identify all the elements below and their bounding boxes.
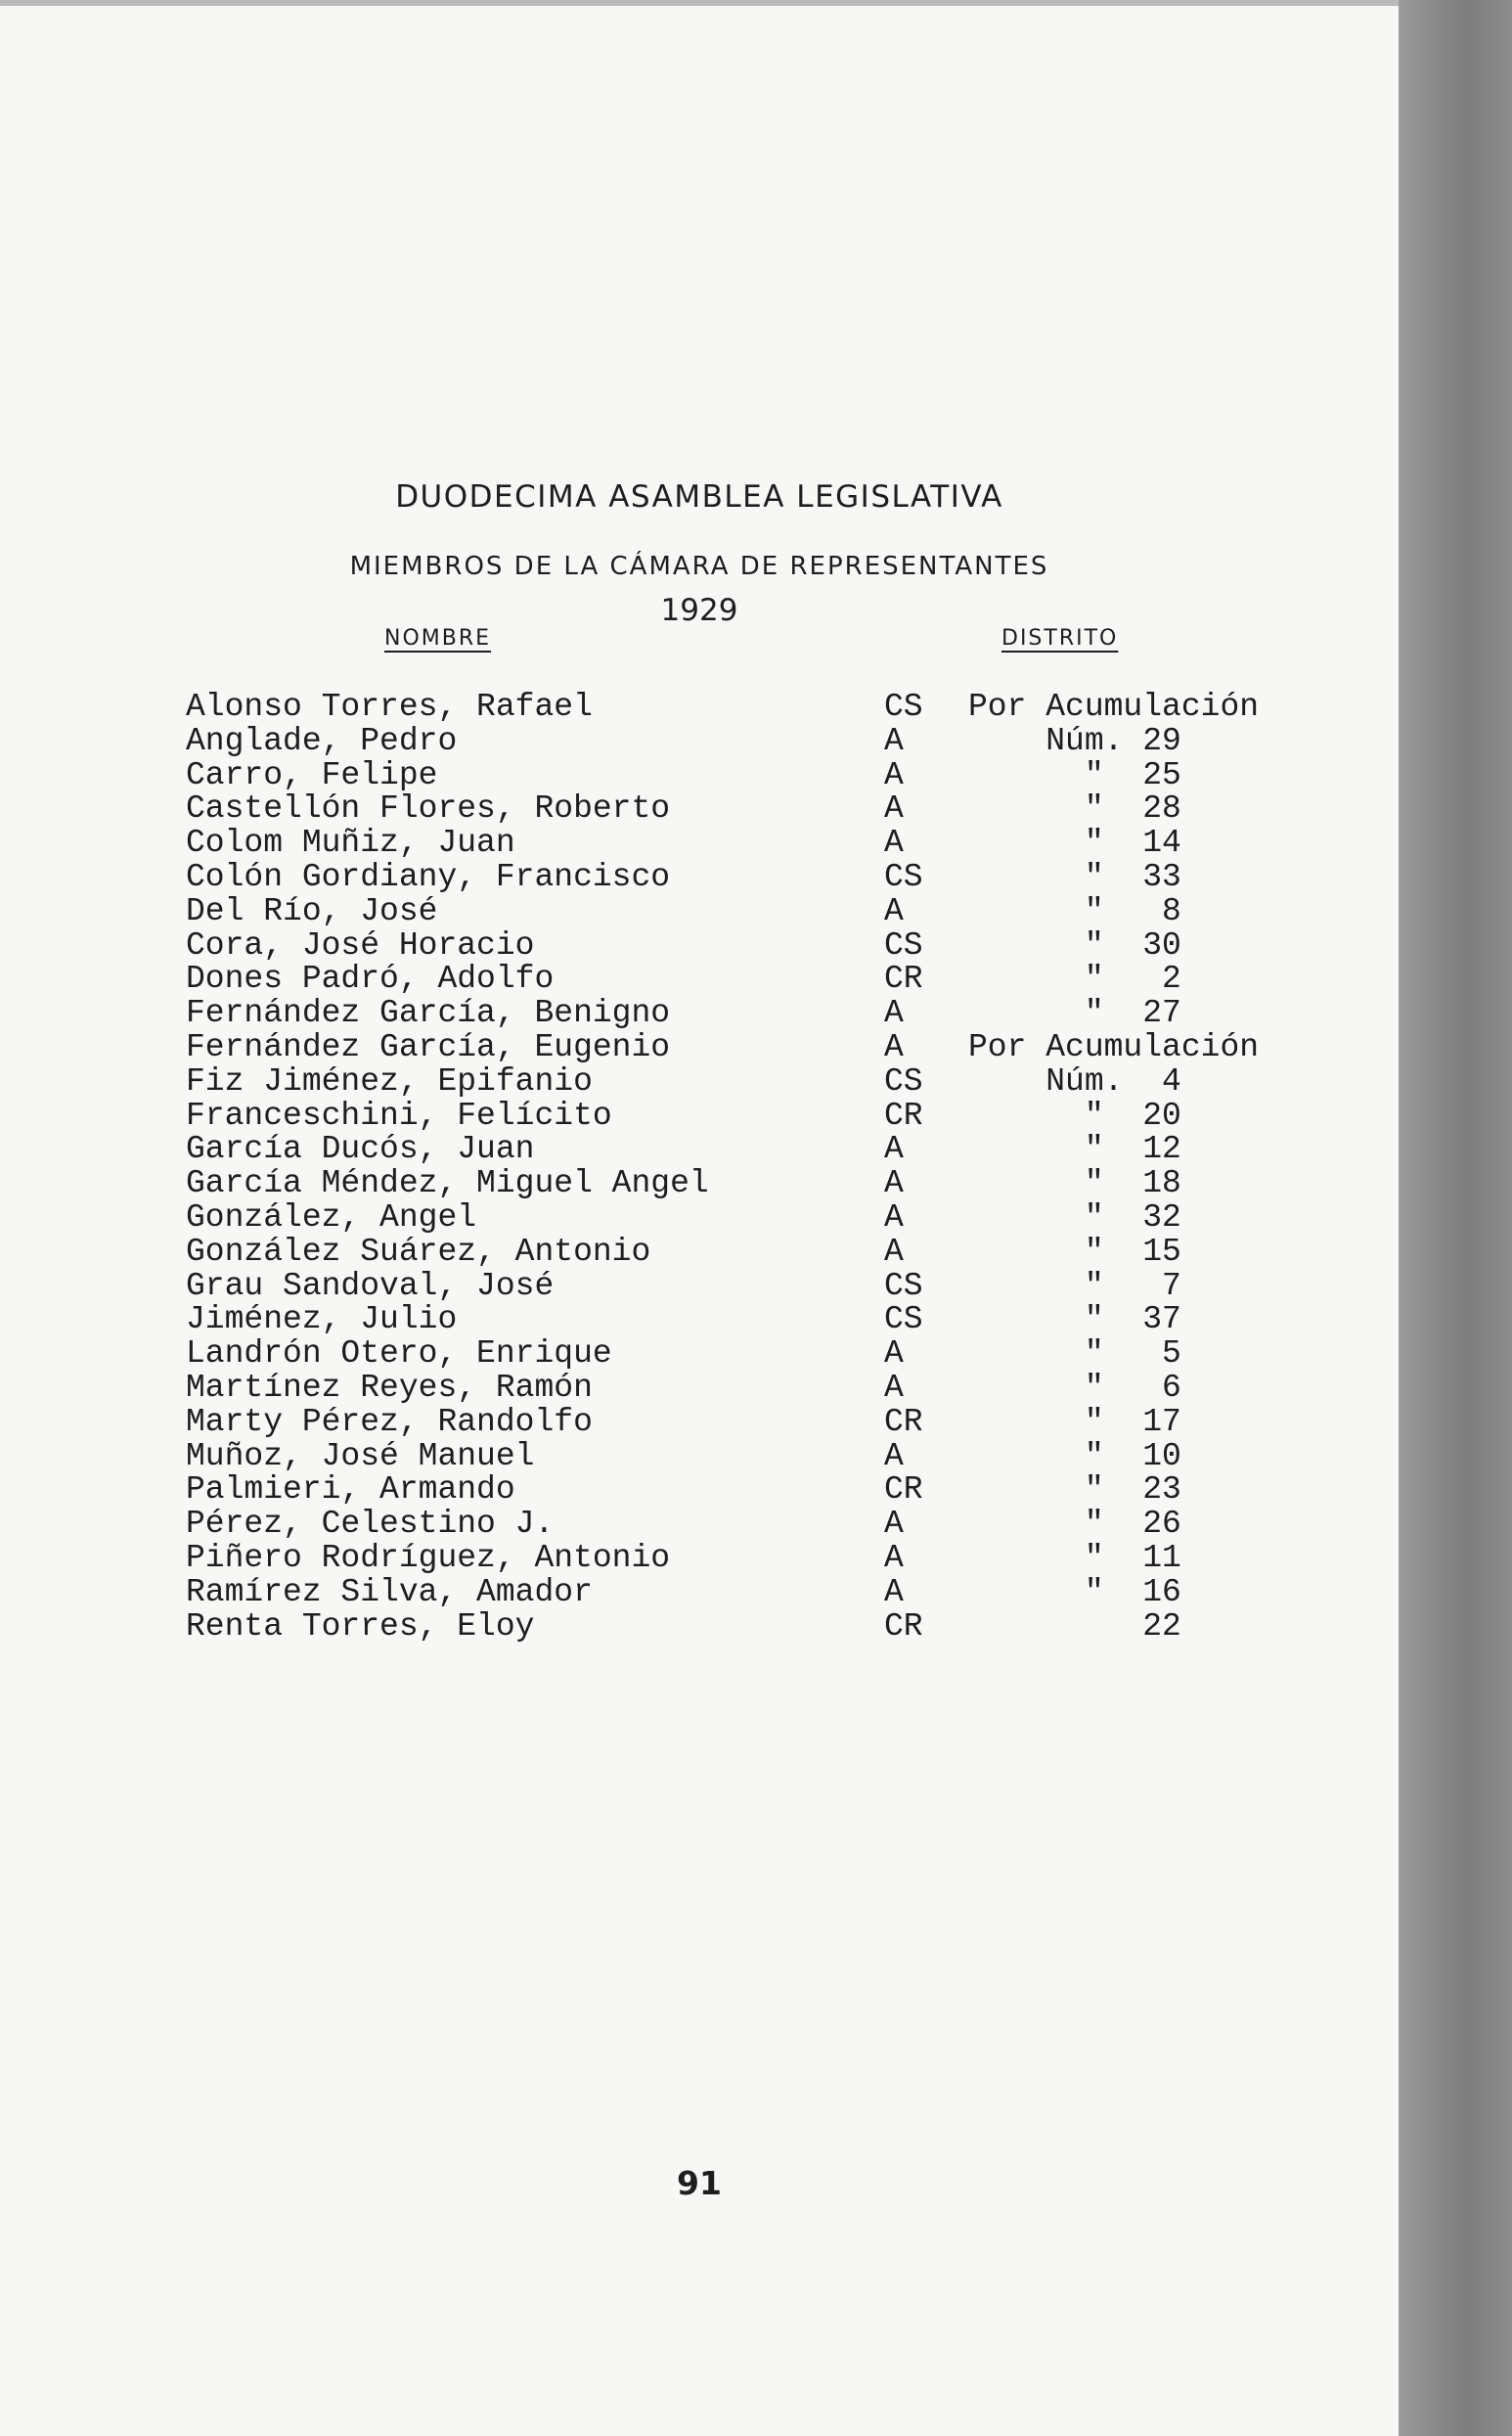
member-name: Cora, José Horacio — [186, 926, 535, 964]
member-district: " 16 — [968, 1573, 1181, 1610]
member-district: " 25 — [968, 756, 1181, 793]
member-name: Anglade, Pedro — [186, 722, 458, 759]
member-district: Por Acumulación — [968, 689, 1260, 725]
member-name: Carro, Felipe — [186, 756, 438, 793]
member-district: " 18 — [968, 1165, 1181, 1202]
top-border — [0, 0, 1399, 6]
member-district: " 5 — [968, 1335, 1181, 1373]
member-district: " 14 — [968, 825, 1181, 862]
member-name: Fernández García, Eugenio — [186, 1028, 671, 1065]
member-party: A — [884, 1335, 904, 1373]
member-district: " 26 — [968, 1506, 1181, 1543]
member-party: A — [884, 1573, 904, 1610]
member-name: Landrón Otero, Enrique — [186, 1335, 612, 1373]
page-title: DUODECIMA ASAMBLEA LEGISLATIVA — [395, 479, 1003, 515]
member-district: " 33 — [968, 858, 1181, 895]
member-district: " 7 — [968, 1267, 1181, 1304]
member-name: Fiz Jiménez, Epifanio — [186, 1062, 593, 1100]
member-party: A — [884, 1539, 904, 1576]
member-party: CR — [884, 1403, 923, 1440]
member-party: CS — [884, 689, 923, 725]
member-party: A — [884, 1165, 904, 1202]
member-party: CS — [884, 1301, 923, 1338]
member-party: A — [884, 892, 904, 929]
member-name: Colón Gordiany, Francisco — [186, 858, 671, 895]
scan-edge — [1399, 0, 1512, 2436]
member-district: Núm. 4 — [968, 1062, 1181, 1100]
member-district: Por Acumulación — [968, 1028, 1260, 1065]
page-subtitle: MIEMBROS DE LA CÁMARA DE REPRESENTANTES — [349, 552, 1049, 581]
member-district: " 15 — [968, 1233, 1181, 1270]
member-name: Renta Torres, Eloy — [186, 1607, 535, 1645]
member-district: " 10 — [968, 1437, 1181, 1474]
member-name: Del Río, José — [186, 892, 438, 929]
member-district: " 28 — [968, 790, 1181, 828]
member-district: " 27 — [968, 995, 1181, 1032]
member-name: Castellón Flores, Roberto — [186, 790, 671, 828]
member-party: A — [884, 1233, 904, 1270]
year-label: 1929 — [660, 593, 738, 628]
member-name: Piñero Rodríguez, Antonio — [186, 1539, 671, 1576]
member-name: González Suárez, Antonio — [186, 1233, 651, 1270]
member-name: García Ducós, Juan — [186, 1131, 535, 1168]
member-name: Martínez Reyes, Ramón — [186, 1369, 593, 1406]
member-name: Colom Muñiz, Juan — [186, 825, 515, 862]
member-name: Alonso Torres, Rafael — [186, 689, 593, 725]
column-header-nombre: NOMBRE — [384, 626, 492, 651]
member-party: A — [884, 790, 904, 828]
member-party: A — [884, 1028, 904, 1065]
member-party: CR — [884, 1097, 923, 1134]
member-district: " 37 — [968, 1301, 1181, 1338]
member-party: A — [884, 1437, 904, 1474]
member-district: " 2 — [968, 961, 1181, 998]
member-district: " 17 — [968, 1403, 1181, 1440]
member-party: A — [884, 1506, 904, 1543]
member-party: CR — [884, 1607, 923, 1645]
member-party: A — [884, 756, 904, 793]
member-party: CR — [884, 961, 923, 998]
member-party: A — [884, 825, 904, 862]
member-name: Pérez, Celestino J. — [186, 1506, 555, 1543]
member-district: " 8 — [968, 892, 1181, 929]
member-district: 22 — [968, 1607, 1181, 1645]
member-party: A — [884, 995, 904, 1032]
member-party: A — [884, 1369, 904, 1406]
member-name: Franceschini, Felícito — [186, 1097, 612, 1134]
member-name: Dones Padró, Adolfo — [186, 961, 555, 998]
page-number: 91 — [677, 2164, 722, 2202]
member-party: CS — [884, 1062, 923, 1100]
member-district: " 6 — [968, 1369, 1181, 1406]
member-name: García Méndez, Miguel Angel — [186, 1165, 709, 1202]
member-party: CS — [884, 926, 923, 964]
member-name: González, Angel — [186, 1198, 477, 1236]
member-district: " 11 — [968, 1539, 1181, 1576]
member-party: CR — [884, 1471, 923, 1509]
member-district: " 20 — [968, 1097, 1181, 1134]
member-name: Grau Sandoval, José — [186, 1267, 555, 1304]
member-name: Muñoz, José Manuel — [186, 1437, 535, 1474]
member-name: Palmieri, Armando — [186, 1471, 515, 1509]
member-party: A — [884, 722, 904, 759]
member-party: CS — [884, 858, 923, 895]
member-district: " 23 — [968, 1471, 1181, 1509]
member-party: A — [884, 1131, 904, 1168]
member-district: " 32 — [968, 1198, 1181, 1236]
member-name: Ramírez Silva, Amador — [186, 1573, 593, 1610]
member-name: Jiménez, Julio — [186, 1301, 458, 1338]
member-district: " 12 — [968, 1131, 1181, 1168]
member-party: CS — [884, 1267, 923, 1304]
member-district: Núm. 29 — [968, 722, 1181, 759]
member-district: " 30 — [968, 926, 1181, 964]
column-header-distrito: DISTRITO — [1001, 626, 1119, 651]
member-name: Marty Pérez, Randolfo — [186, 1403, 593, 1440]
member-name: Fernández García, Benigno — [186, 995, 671, 1032]
member-party: A — [884, 1198, 904, 1236]
